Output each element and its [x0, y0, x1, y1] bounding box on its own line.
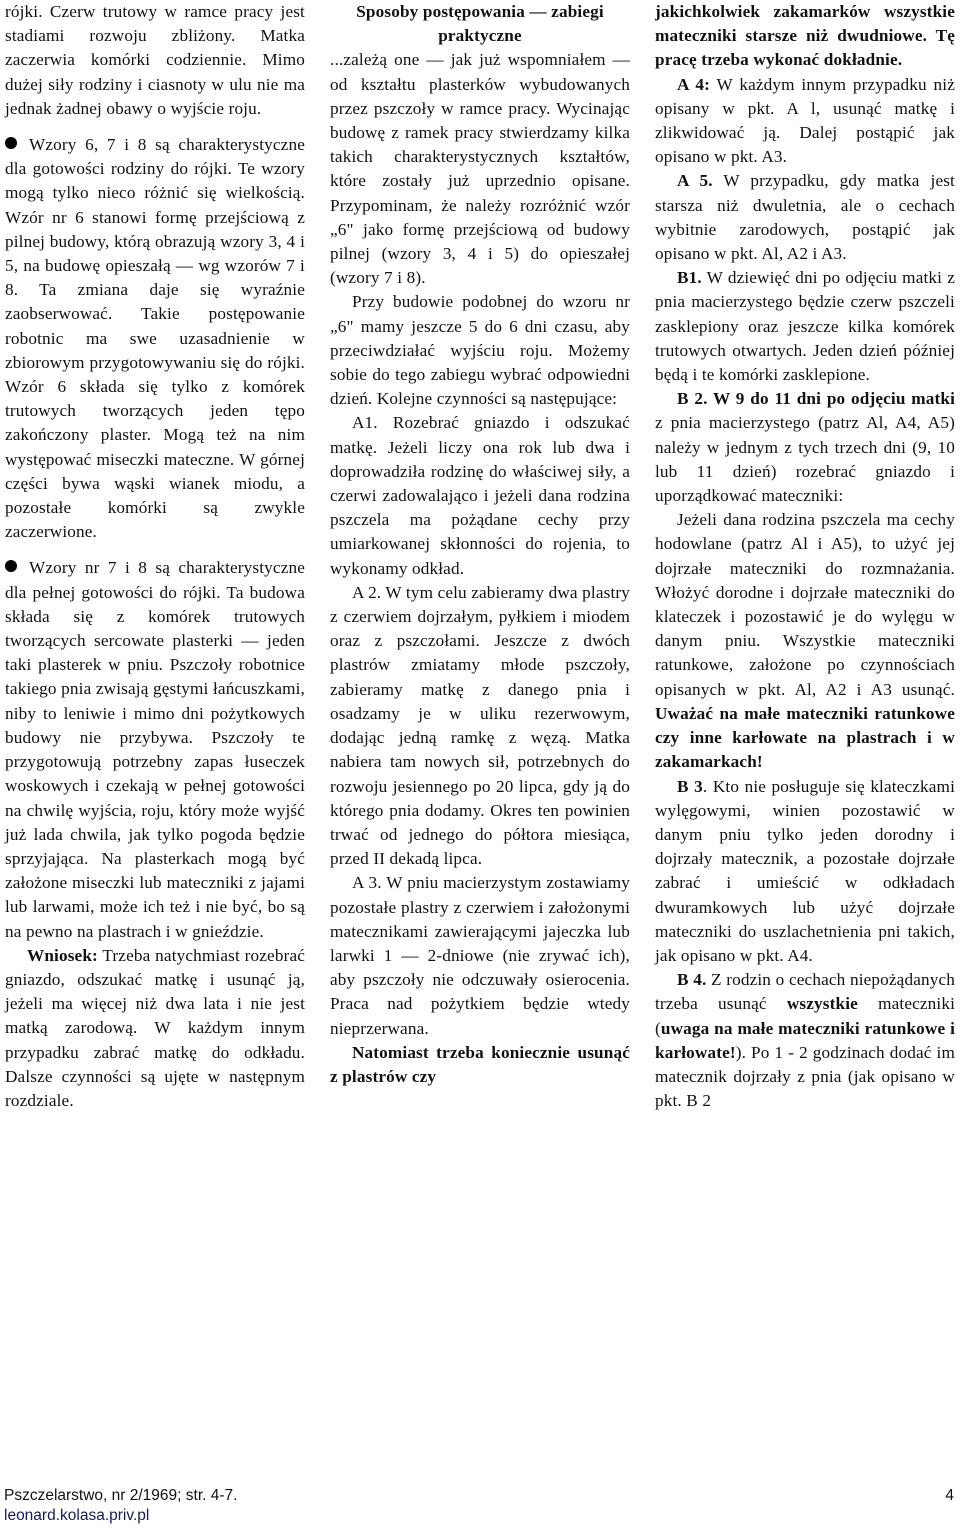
step-b2-text: z pnia macierzystego (patrz Al, A4, A5) należy w jednym z tych trzech dni (9, 10 lub 11 dzień) rozebrać gniazdo i uporządkować mateczniki: [655, 413, 955, 506]
col3-p1a: jakichkolwiek zakamarków [655, 2, 871, 21]
col2-last-paragraph: Natomiast trzeba koniecznie usunąć z plastrów czy [330, 1042, 630, 1086]
col1-paragraph-2-text: Wzory 6, 7 i 8 są charakterystyczne dla gotowości rodziny do rójki. Te wzory mogą tylko nieco różnić się wielkością. Wzór nr 6 stanowi formę przejściową z pilnej budowy, którą obrazują wzory 3, 4 i 5, na budowę opieszałą — wg wzorów 7 i 8. Ta zmiana daje się wyraźnie zaobserwować. Takie postępowanie robotnic ma swe uzasadnienie w zbiorowym przygotowywaniu się do rójki. Wzór 6 składa się tylko z komórek trutowych tworzących jeden tępo zakończony plaster. Mogą też na nim występować miseczki mateczne. W górnej części bywa wąski wianek miodu, a pozostałe komórki są zwykle zaczerwione. [5, 135, 305, 542]
step-b4-text-a: Z rodzin o cechach niepożądanych trzeba usunąć [655, 970, 955, 1014]
step-b1-text: W dziewięć dni po odjęciu matki z pnia macierzystego będzie czerw pszczeli zasklepiony oraz jeszcze kilka komórek trutowych otwartych. Jeden dzień później będą i te komórki zasklepione. [655, 268, 955, 385]
conclusion-label: Wniosek: [27, 945, 98, 965]
bullet-icon [5, 137, 17, 149]
step-b2-continued-text: Jeżeli dana rodzina pszczela ma cechy hodowlane (patrz Al i A5), to użyć jej dojrzałe mateczniki do rozmnażania. Włożyć dorodne i dojrzałe mateczniki do klateczek i pozostawić je do wylęgu w danym pniu. Wszystkie mateczniki ratunkowe, założone po czynnościach opisanych w pkt. Al, A2 i A3 usunąć. [655, 510, 955, 699]
footer-url-link[interactable]: leonard.kolasa.priv.pl [4, 1507, 150, 1524]
footer-source: Pszczelarstwo, nr 2/1969; str. 4-7. [4, 1487, 238, 1504]
step-b1 [655, 266, 955, 387]
col3-p1b: wszystkie mateczniki starsze niż dwudniowe. Tę pracę trzeba wykonać dokładnie. [655, 2, 955, 70]
page-number: 4 [945, 1487, 954, 1504]
step-a3-label: A 3. [352, 873, 382, 893]
step-a4-text: W każdym innym przypadku niż opisany w pkt. A l, usunąć matkę i zlikwidować ją. Dalej postąpić jak opisano w pkt. A3. [655, 74, 955, 167]
step-a2-text: W tym celu zabieramy dwa plastry z czerwiem dojrzałym, pyłkiem i miodem oraz z pszczołami. Jeszcze z dwóch plastrów zmiatamy młode pszczoły, zabieramy matkę z danego pnia i osadzamy je w uliku rezerwowym, dodając jedną ramkę z węzą. Matka nabiera tam nowych sił, potrzebnych do rozwoju jesiennego po 20 lipca, gdy ją do którego pnia dodamy. Okres ten powinien trwać od jednego do półtora miesiąca, przed II dekadą lipca. [330, 582, 630, 869]
step-a2-label: A 2. [352, 582, 382, 602]
col2-paragraph-2: Przy budowie podobnej do wzoru nr „6" mamy jeszcze 5 do 6 dni czasu, aby przeciwdziałać wyjściu roju. Możemy sobie do tego zabiegu wybrać odpowiedni dzień. Kolejne czynności są następujące: [330, 292, 630, 409]
section-heading: Sposoby postępowania — zabiegi praktyczne [356, 2, 604, 46]
step-b4-text-c: ). Po 1 - 2 godzinach dodać im matecznik dojrzały z pnia (jak opisano w pkt. B 2 [655, 1042, 955, 1111]
step-a1 [330, 411, 630, 580]
col1-paragraph-2 [5, 133, 305, 544]
col3-paragraph-1 [655, 0, 955, 73]
step-b4-text-b: mateczniki ( [655, 994, 955, 1038]
step-a2 [330, 581, 630, 871]
column-3 [655, 0, 955, 1113]
conclusion-text: Trzeba natychmiast rozebrać gniazdo, odszukać matkę i usunąć ją, jeżeli ma więcej niż dwa lata i nie jest matką zarodową. W każdym innym przypadku zabrać matkę do odkładu. Dalsze czynności są ujęte w następnym rozdziale. [5, 945, 305, 1110]
step-a4 [655, 73, 955, 170]
step-a1-text: Rozebrać gniazdo i odszukać matkę. Jeżeli liczy ona rok lub dwa i doprowadziła rodzinę do właściwej siły, a czerwi zadowalająco i jeżeli dana rodzina pszczela ma pożądane cechy przy umiarkowanej skłonności do rojenia, to wykonamy odkład. [330, 413, 630, 578]
step-b4-bold-1: wszystkie [786, 994, 858, 1014]
column-2 [330, 0, 630, 1089]
step-a3-text: W pniu macierzystym zostawiamy pozostałe plastry z czerwiem i założonymi matecznikami zawierającymi jajeczka lub larwki 1 — 2-dniowe (nie zrywać ich), aby pszczoły nie odczuwały osierocenia. Praca nad pożytkiem będzie wtedy nieprzerwana. [330, 873, 630, 1038]
col2-paragraph-1: ...zależą one — jak już wspomniałem — od kształtu plasterków wybudowanych przez pszczoły w ramce pracy. Wycinając budowę z ramek pracy stwierdzamy kilka takich charakterystycznych kształtów, które zostały już uprzednio opisane. Przypominam, że należy rozróżnić wzór „6" jako formę przejściową od budowy pilnej (wzory 3, 4 i 5) do opieszałej (wzory 7 i 8). [330, 50, 630, 288]
step-a1-label: A1. [352, 413, 378, 433]
step-a5-label: A 5. [677, 171, 713, 191]
col1-paragraph-1: rójki. Czerw trutowy w ramce pracy jest stadiami rozwoju zbliżony. Matka zaczerwia komórki codziennie. Mimo dużej siły rodziny i ciasnoty w ulu nie ma jednak żadnej obawy o wyjście roju. [5, 2, 305, 118]
step-b3-label: B 3 [677, 776, 703, 796]
step-b4-label: B 4. [677, 970, 707, 990]
step-a3 [330, 871, 630, 1040]
column-1 [5, 0, 305, 1113]
step-b3-text: . Kto nie posługuje się klateczkami wylęgowymi, winien pozostawić w danym pniu tylko jeden dorodny i dojrzały matecznik, a pozostałe dojrzałe zabrać i umieścić w odkładach dwuramkowych lub użyć dojrzałe mateczniki do uszlachetnienia pni takich, jak opisano w pkt. A4. [655, 776, 955, 965]
step-b4-bold-2: uwaga na małe mateczniki ratunkowe i karłowate! [655, 1018, 955, 1062]
step-b2-warning: Uważać na małe mateczniki ratunkowe czy inne karłowate na plastrach i w zakamarkach! [655, 703, 955, 772]
bullet-icon [5, 560, 17, 572]
step-a5 [655, 169, 955, 266]
footer [4, 1486, 237, 1526]
step-a4-label: A 4: [677, 74, 711, 94]
step-b2-continued [655, 508, 955, 774]
step-b4 [655, 968, 955, 1113]
step-b1-label: B1. [677, 268, 702, 288]
step-b3 [655, 775, 955, 969]
step-b2-label: B 2. W 9 do 11 dni po odjęciu matki [677, 389, 955, 409]
step-b2 [655, 387, 955, 508]
step-a5-text: W przypadku, gdy matka jest starsza niż dwuletnia, ale o cechach wybitnie zarodowych, postąpić jak opisano w pkt. Al, A2 i A3. [655, 171, 955, 264]
col1-paragraph-3-text: Wzory nr 7 i 8 są charakterystyczne dla pełnej gotowości do rójki. Ta budowa składa się z komórek trutowych tworzących sercowate plasterki — jeden taki plasterek w pniu. Pszczoły robotnice takiego pnia zwisają gęstymi łańcuszkami, niby to leniwie i mimo dni pożytkowych budowy nie przybywa. Pszczoły te przygotowują potrzebny zapas łuseczek woskowych i czekają w pełnej gotowości na chwilę wyjścia, roju, który może wyjść już lada chwila, jak tylko pogoda będzie sprzyjająca. Na plasterkach mogą być założone miseczki lub mateczniki z jajami lub larwami, może ich też i nie być, bo są na pewno na plastrach i w gnieździe. [5, 558, 305, 941]
col1-conclusion [5, 944, 305, 1113]
col1-paragraph-3 [5, 556, 305, 943]
